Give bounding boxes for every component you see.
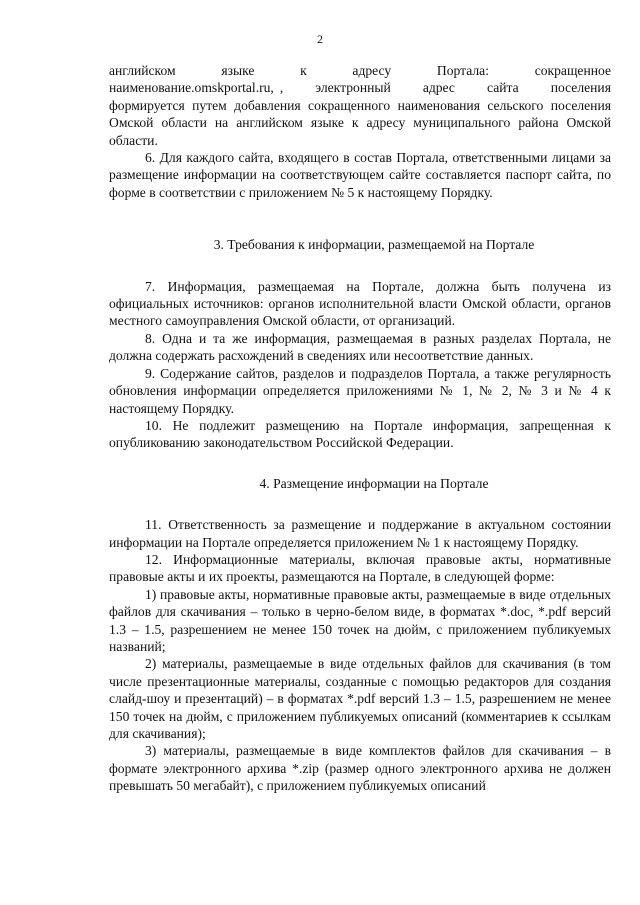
page-number: 2 <box>317 32 323 46</box>
list-item-1: 1) правовые акты, нормативные правовые акты, размещаемые в виде отдельных файлов для скачивания – только в черно-белом виде, в форматах *.doc, *.pdf версий 1.3 – 1.5, разрешением не менее 150 точек на дюйм, с приложением публикуемых названий; <box>109 586 611 654</box>
paragraph-10: 10. Не подлежит размещению на Портале информация, запрещенная к опубликованию законодательством Российской Федерации. <box>109 417 611 451</box>
text-line: английском языке к адресу Портала: сокращенное <box>109 63 611 78</box>
paragraph-11: 11. Ответственность за размещение и поддержание в актуальном состоянии информации на Портале определяется приложением № 1 к настоящему Порядку. <box>109 517 611 550</box>
paragraph-continuation: формируется путем добавления сокращенного наименования сельского поселения Омской области на английском языке к адресу муниципального района Омской области. <box>109 97 611 148</box>
section-3-heading: 3. Требования к информации, размещаемой на Портале <box>213 237 535 253</box>
paragraph-9: 9. Содержание сайтов, разделов и подразделов Портала, а также регулярность обновления информации определяется приложениями № 1, № 2, № 3 и № 4 к настоящему Порядку. <box>109 365 611 416</box>
document-body <box>109 62 611 795</box>
list-item-2: 2) материалы, размещаемые в виде отдельных файлов для скачивания (в том числе презентационные материалы, созданные с помощью редакторов для создания слайд-шоу и презентаций) – в форматах *.pdf версий 1.3 – 1.5, разрешением не менее 150 точек на дюйм, с приложением публикуемых описаний (комментариев к ссылкам для скачивания); <box>109 656 611 741</box>
paragraph-7: 7. Информация, размещаемая на Портале, должна быть получена из официальных источников: органов исполнительной власти Омской области, органов местного самоуправления Омской области, от организаций. <box>109 278 611 329</box>
text-line: наименование.omskportal.ru, , электронный адрес сайта поселения <box>109 80 611 96</box>
section-4-heading: 4. Размещение информации на Портале <box>259 475 489 491</box>
list-item-3: 3) материалы, размещаемые в виде комплектов файлов для скачивания – в формате электронного архива *.zip (размер одного электронного архива не должен превышать 50 мегабайт), с приложением публикуемых описаний <box>109 743 611 794</box>
paragraph-8: 8. Одна и та же информация, размещаемая в разных разделах Портала, не должна содержать расхождений в сведениях или несоответствие данных. <box>109 330 611 364</box>
paragraph-12: 12. Информационные материалы, включая правовые акты, нормативные правовые акты и их проекты, размещаются на Портале, в следующей форме: <box>109 551 611 585</box>
paragraph-6: 6. Для каждого сайта, входящего в состав Портала, ответственными лицами за размещение информации на соответствующем сайте составляется паспорт сайта, по форме в соответствии с приложением № 5 к настоящему Порядку. <box>109 150 611 200</box>
